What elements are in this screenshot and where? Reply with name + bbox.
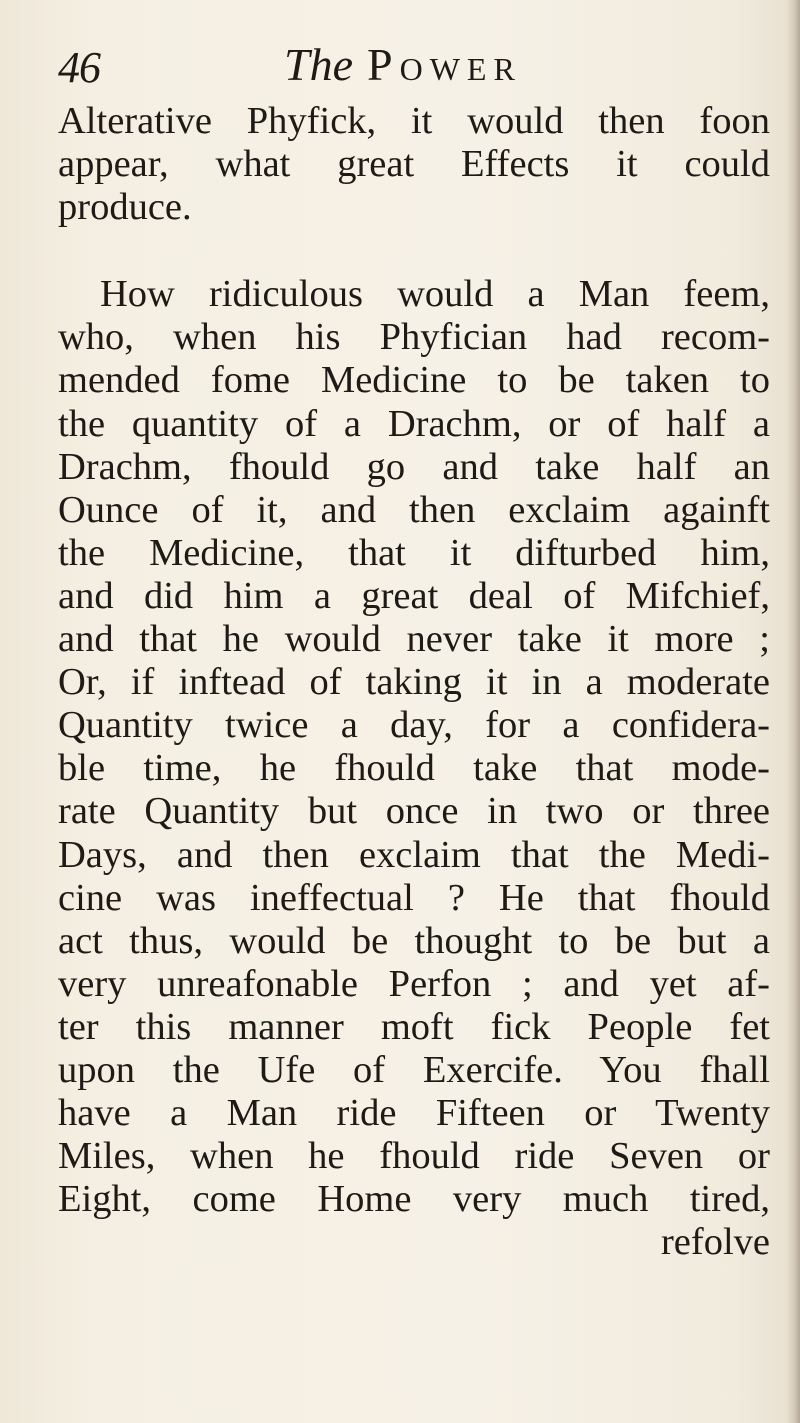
text-line: and that he would never take it more ; [58, 618, 770, 661]
text-line: Quantity twice a day, for a confidera- [58, 704, 770, 747]
text-line: who, when his Phyfician had recom- [58, 316, 770, 359]
text-line: Alterative Phyfick, it would then foon [58, 100, 770, 142]
text-line: and did him a great deal of Mifchief, [58, 574, 770, 617]
text-line: very unreafonable Perfon ; and yet af- [58, 962, 770, 1005]
text-line: upon the Ufe of Exercife. You fhall [58, 1048, 770, 1091]
paragraph-1 [58, 100, 770, 229]
page-number: 46 [58, 43, 100, 92]
paragraph-gap [58, 229, 770, 273]
running-title-caps: Power [367, 39, 522, 90]
text-line: Eight, come Home very much tired, [58, 1178, 770, 1221]
text-line: the Medicine, that it difturbed him, [58, 531, 770, 574]
text-line: ble time, he fhould take that mode- [58, 747, 770, 790]
text-line: How ridiculous would a Man feem, [100, 273, 770, 316]
text-line: have a Man ride Fifteen or Twenty [58, 1092, 770, 1135]
running-title-italic: The [284, 39, 353, 90]
page-edge-shadow [786, 0, 800, 1423]
text-line: Miles, when he fhould ride Seven or [58, 1135, 770, 1178]
text-line: Or, if inftead of taking it in a moderate [58, 661, 770, 704]
text-line: ter this manner moft fick People fet [58, 1005, 770, 1048]
running-title [284, 38, 522, 91]
text-line: cine was ineffectual ? He that fhould [58, 876, 770, 919]
catchword: refolve [660, 1221, 770, 1264]
text-line: Days, and then exclaim that the Medi- [58, 833, 770, 876]
text-line: rate Quantity but once in two or three [58, 790, 770, 833]
body-text [58, 100, 770, 1264]
running-head [58, 38, 778, 98]
text-line: act thus, would be thought to be but a [58, 919, 770, 962]
text-line: Drachm, fhould go and take half an [58, 445, 770, 488]
text-line: mended fome Medicine to be taken to [58, 359, 770, 402]
paragraph-2 [58, 273, 770, 1221]
text-line: the quantity of a Drachm, or of half a [58, 402, 770, 445]
text-line: produce. [58, 186, 192, 229]
text-line: Ounce of it, and then exclaim againft [58, 488, 770, 531]
text-line: appear, what great Effects it could [58, 143, 770, 186]
